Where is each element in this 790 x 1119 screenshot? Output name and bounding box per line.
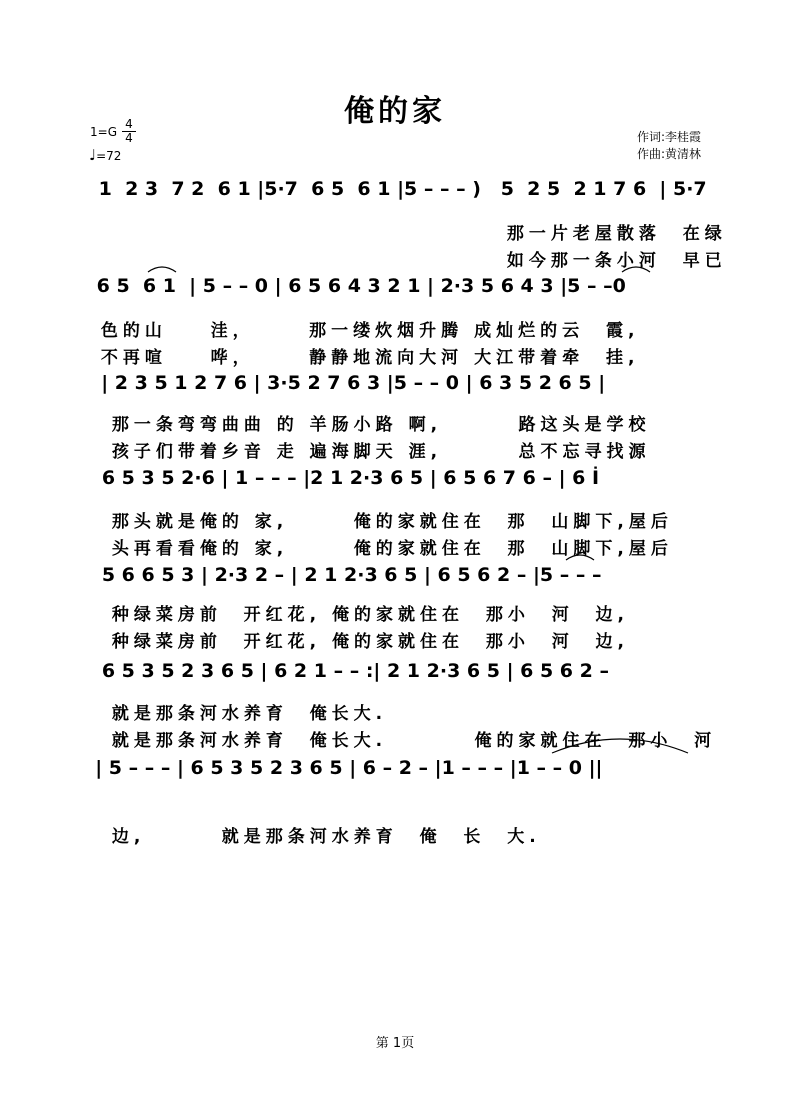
slur-arc — [148, 267, 176, 272]
slur-arc — [566, 555, 594, 560]
lyric-line-verse-1: 就是那条河水养育 俺长大. — [90, 704, 388, 724]
quarter-note-icon: ♩ — [89, 146, 97, 164]
lyric-line-verse-2: 不再喧 哗， 静静地流向大河 大江带着牵 挂, — [90, 348, 640, 368]
composer: 作曲:黄清林 — [637, 147, 702, 161]
notation-line: 5 6 6 5 3 | 2·3 2 – | 2 1 2·3 6 5 | 6 5 6 2 – |5 – – – — [82, 564, 602, 586]
lyric-line-verse-2: 孩子们带着乡音 走 遍海脚天 涯, 总不忘寻找源 — [90, 442, 651, 462]
song-title: 俺的家 — [344, 94, 446, 129]
page-number: 第 1页 — [375, 1036, 415, 1051]
lyric-line-verse-1: 色的山 洼， 那一缕炊烟升腾 成灿烂的云 霞, — [90, 321, 640, 341]
notation-line: | 2 3 5 1 2 7 6 | 3·5 2 7 6 3 |5 – – 0 | 6 3 5 2 6 5 | — [88, 372, 606, 394]
notation-line: 6 5 3 5 2 3 6 5 | 6 2 1 – – :| 2 1 2·3 6 5 | 6 5 6 2 – — [82, 660, 609, 682]
lyric-line-verse-1: 种绿菜房前 开红花, 俺的家就住在 那小 河 边, — [90, 605, 630, 625]
lyric-line-verse-1: 那头就是俺的 家, 俺的家就住在 那 山脚下,屋后 — [90, 512, 673, 532]
notation-line: 6 5 3 5 2·6 | 1 – – – |2 1 2·3 6 5 | 6 5 6 7 6 – | 6 İ — [82, 467, 600, 489]
lyric-line-verse-2: 头再看看俺的 家, 俺的家就住在 那 山脚下,屋后 — [90, 539, 673, 559]
notation-line: | 5 – – – | 6 5 3 5 2 3 6 5 | 6 – 2 – |1 – – – |1 – – 0 || — [82, 757, 603, 779]
lyric-line-verse-1: 那一片老屋散落 在绿 — [92, 224, 727, 244]
lyric-line-verse-1: 那一条弯弯曲曲 的 羊肠小路 啊, 路这头是学校 — [90, 415, 651, 435]
slur-arc — [622, 267, 650, 272]
lyricist: 作词:李桂霞 — [637, 130, 702, 144]
lyric-line-verse-2: 就是那条河水养育 俺长大. 俺的家就住在 那小 河 — [90, 731, 717, 751]
lyric-line-verse-2: 种绿菜房前 开红花, 俺的家就住在 那小 河 边, — [90, 632, 630, 652]
notation-line: 1 2 3 7 2 6 1 |5·7 6 5 6 1 |5 – – – ) 5 2 5 2 1 7 6 | 5·7 — [92, 178, 707, 200]
lyric-line-final: 边, 就是那条河水养育 俺 长 大. — [90, 827, 541, 847]
tempo-value: =72 — [96, 149, 122, 163]
time-signature-bottom: 4 — [122, 131, 136, 145]
time-signature-top: 4 — [125, 117, 133, 131]
key-signature: 1=G — [90, 125, 117, 139]
slur-arc — [552, 739, 688, 753]
lyric-line-verse-2: 如今那一条小河 早已 — [92, 251, 727, 271]
notation-line: 6 5 6 1 | 5 – – 0 | 6 5 6 4 3 2 1 | 2·3 5 6 4 3 |5 – –0 — [90, 275, 626, 297]
